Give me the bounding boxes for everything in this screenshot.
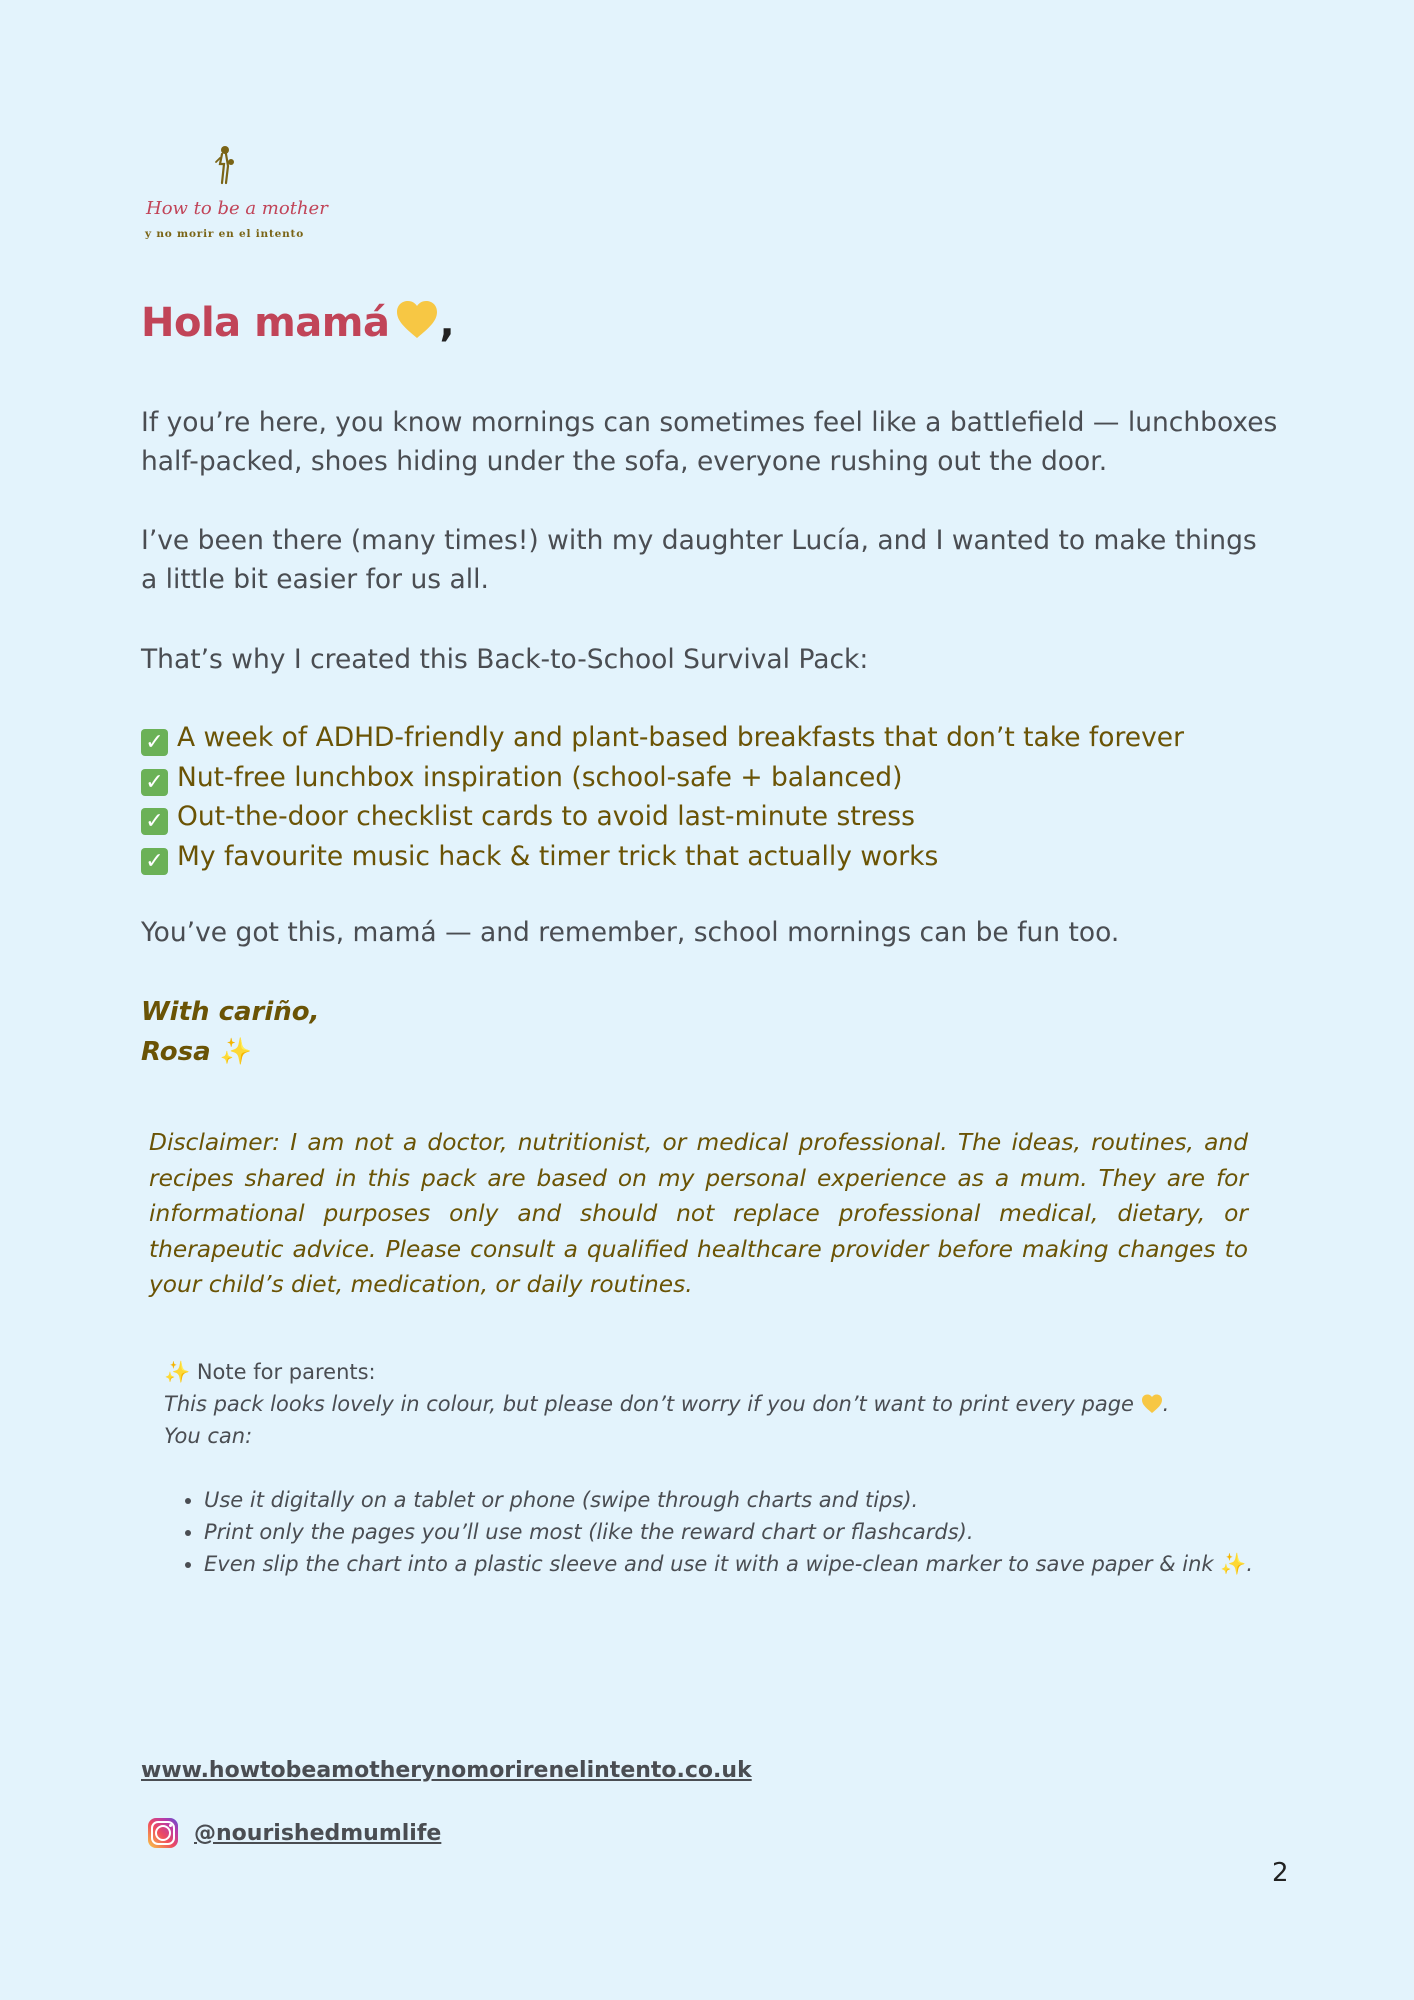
sparkles-icon: ✨ [1220, 1552, 1247, 1576]
note-you-can: You can: [164, 1424, 253, 1448]
signoff-line-1: With cariño, [141, 997, 320, 1027]
signoff [141, 992, 320, 1072]
story-paragraph: I’ve been there (many times!) with my daughter Lucía, and I wanted to make things a little bit easier for us all. [141, 525, 1257, 595]
checklist-item-text: Out-the-door checklist cards to avoid last-minute stress [177, 801, 915, 832]
intro-paragraph: If you’re here, you know mornings can sometimes feel like a battlefield — lunchboxes half-packed, shoes hiding under the sofa, everyone rushing out the door. [141, 407, 1278, 477]
brand-logo [140, 140, 328, 250]
closing-paragraph: You’ve got this, mamá — and remember, school mornings can be fun too. [141, 917, 1120, 948]
note-text: This pack looks lovely in colour, but please don’t worry if you don’t want to print every page [164, 1392, 1134, 1416]
check-mark-icon: ✓ [141, 848, 168, 875]
greeting-comma: , [439, 300, 455, 346]
list-item-suffix: . [1246, 1552, 1254, 1576]
note-title: Note for parents: [196, 1360, 376, 1384]
checklist-item-text: A week of ADHD-friendly and plant-based breakfasts that don’t take forever [177, 722, 1184, 753]
list-item [141, 797, 1301, 837]
list-item-text: Even slip the chart into a plastic sleeve and use it with a wipe-clean marker to save paper & ink [204, 1552, 1214, 1576]
list-item [141, 758, 1301, 798]
note-text-end: . [1162, 1392, 1170, 1416]
parents-note [164, 1356, 1254, 1580]
note-options-list [164, 1484, 1254, 1580]
instagram-link-row[interactable] [148, 1818, 441, 1848]
check-mark-icon: ✓ [141, 729, 168, 756]
checklist-item-text: My favourite music hack & timer trick that actually works [177, 840, 939, 872]
list-item: • Use it digitally on a tablet or phone (swipe through charts and tips). [204, 1484, 1254, 1516]
sparkles-icon: ✨ [164, 1360, 191, 1384]
list-item [204, 1548, 1254, 1580]
list-item [141, 718, 1301, 758]
sparkles-icon: ✨ [219, 1037, 253, 1067]
check-mark-icon: ✓ [141, 808, 168, 835]
instagram-icon[interactable] [148, 1818, 178, 1848]
disclaimer-text: Disclaimer: I am not a doctor, nutritionist, or medical professional. The ideas, routines, and recipes shared in this pack are based on my personal experience as a mum. They are for informational purposes only and should not replace professional medical, dietary, or therapeutic advice. Please consult a qualified healthcare provider before making changes to your child’s diet, medication, or daily routines. [149, 1129, 1248, 1298]
page-title [141, 300, 454, 350]
lead-paragraph: That’s why I created this Back-to-School Survival Pack: [141, 644, 869, 675]
page-number: 2 [1272, 1858, 1289, 1888]
yellow-heart-icon [1141, 1392, 1163, 1416]
logo-tagline: y no morir en el intento [145, 228, 305, 240]
checklist-item-text: Nut-free lunchbox inspiration (school-safe + balanced) [177, 761, 903, 793]
pack-contents-checklist [141, 718, 1301, 876]
list-item [141, 837, 1301, 877]
signoff-name: Rosa [141, 1037, 211, 1067]
website-link[interactable]: www.howtobeamotherynomorirenelintento.co.uk [141, 1758, 752, 1783]
list-item: • Print only the pages you’ll use most (like the reward chart or flashcards). [204, 1516, 1254, 1548]
check-mark-icon: ✓ [141, 769, 168, 796]
logo-script-text: How to be a mother [146, 198, 328, 219]
instagram-handle-link[interactable]: @nourishedmumlife [194, 1820, 442, 1846]
yellow-heart-icon [395, 300, 439, 350]
greeting-text: Hola mamá [141, 300, 390, 346]
